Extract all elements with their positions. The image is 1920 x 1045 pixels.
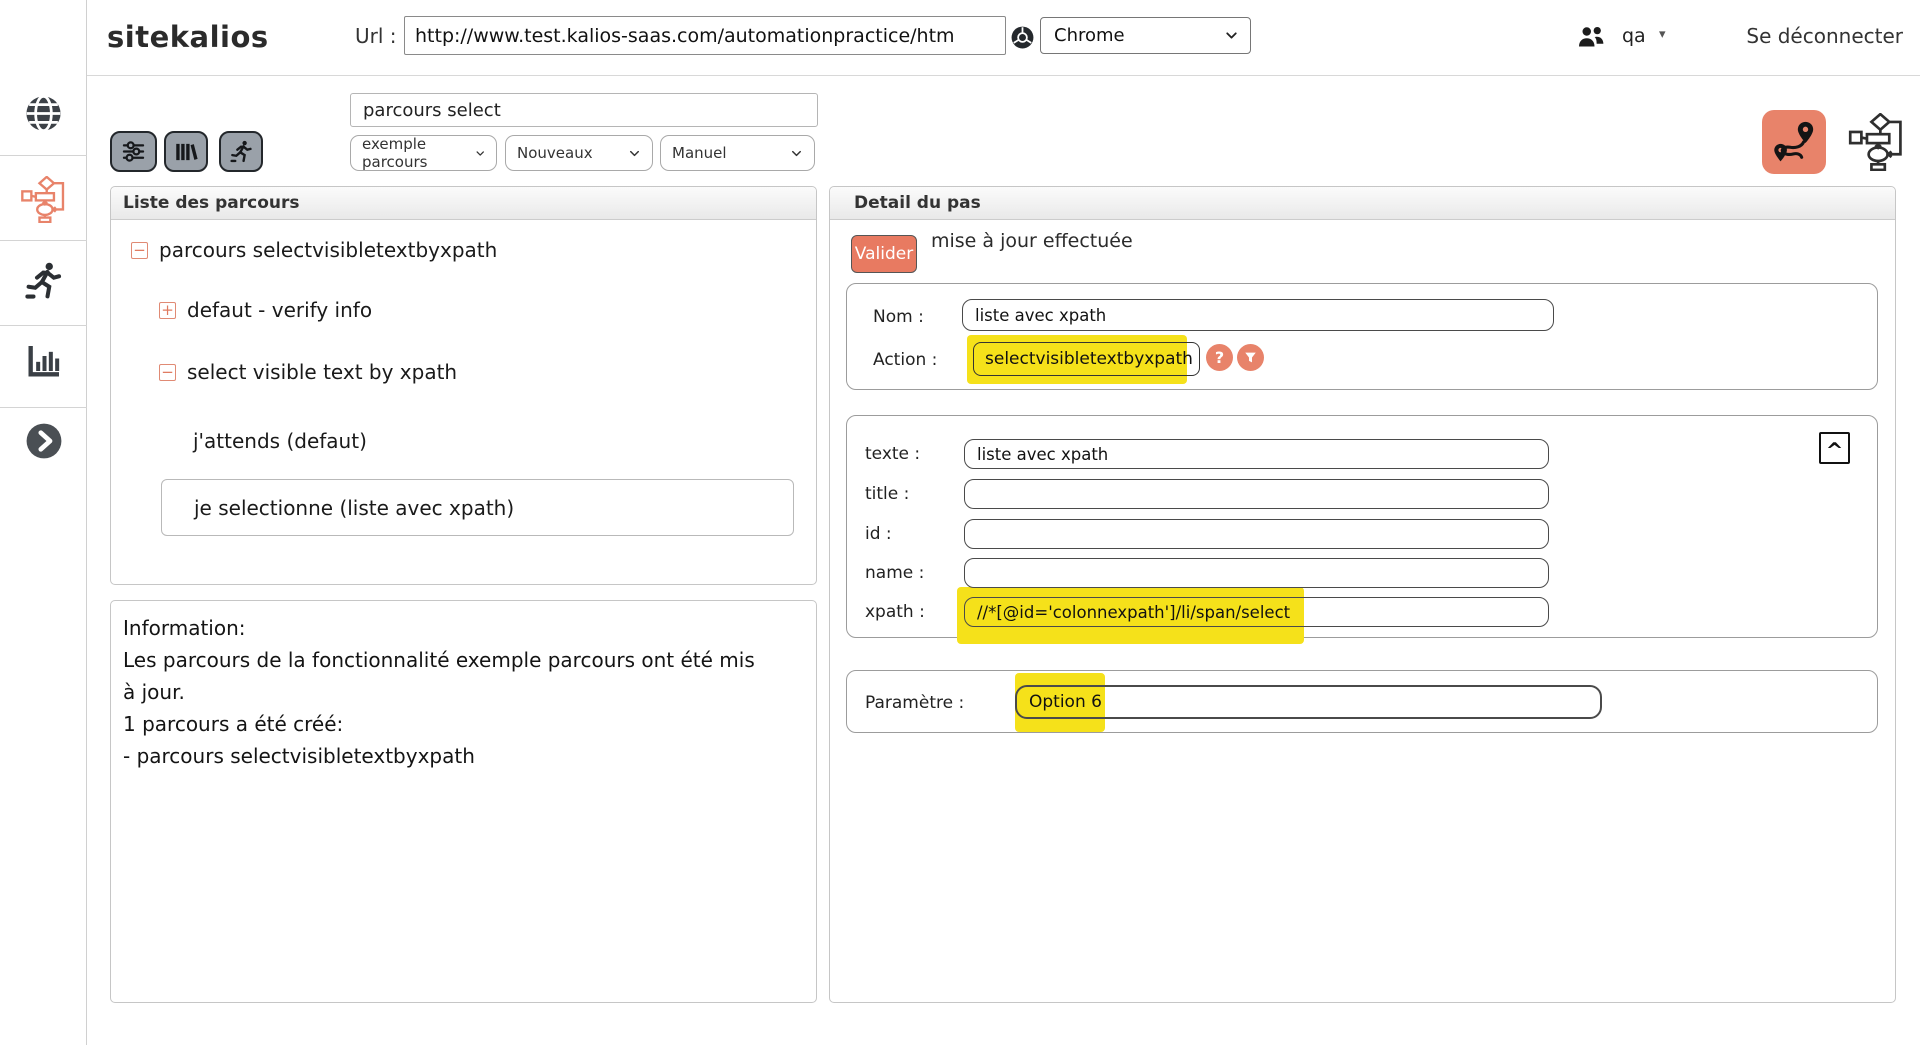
texte-input[interactable]: [964, 439, 1549, 469]
chevron-down-icon: [1223, 27, 1240, 44]
collapse-minus-icon[interactable]: −: [131, 242, 148, 259]
info-line: Information:: [123, 616, 246, 640]
runner-icon: [229, 139, 254, 165]
sidebar-divider: [0, 240, 87, 241]
mode-select[interactable]: [660, 135, 815, 171]
texte-label: texte :: [865, 444, 921, 464]
sidebar-divider: [0, 325, 87, 326]
action-label: Action :: [873, 350, 938, 370]
xpath-label: xpath :: [865, 602, 925, 622]
title-label: title :: [865, 484, 910, 504]
sidebar-item-run[interactable]: [0, 259, 87, 304]
flowchart-view-button[interactable]: [1848, 113, 1906, 171]
nom-input[interactable]: [962, 299, 1554, 331]
library-button[interactable]: [164, 131, 208, 172]
functionality-select[interactable]: [350, 135, 497, 171]
flowchart-icon: [1848, 113, 1906, 171]
caret-down-icon[interactable]: ▾: [1659, 27, 1666, 42]
url-input[interactable]: [404, 16, 1006, 55]
tree-item-defaut[interactable]: [159, 298, 372, 322]
sidebar-divider: [0, 155, 87, 156]
parameter-fieldset: [846, 670, 1878, 733]
sidebar: [0, 0, 87, 1045]
sidebar-item-expand[interactable]: [0, 422, 87, 460]
globe-icon: [23, 93, 64, 134]
sidebar-item-parcours[interactable]: [0, 176, 87, 223]
parcours-panel-title: Liste des parcours: [111, 187, 816, 220]
tree-item-root[interactable]: [131, 238, 497, 262]
info-line: 1 parcours a été créé:: [123, 712, 344, 736]
url-label: Url :: [355, 24, 397, 48]
tree-item-root-label: parcours selectvisibletextbyxpath: [159, 238, 498, 262]
info-line: - parcours selectvisibletextbyxpath: [123, 744, 475, 768]
mode-select-value: Manuel: [672, 144, 727, 162]
action-select-value: selectvisibletextbyxpath: [985, 349, 1193, 369]
brand-title: sitekalios: [107, 20, 269, 54]
runner-icon: [23, 259, 65, 304]
functionality-select-value: exemple parcours: [362, 135, 428, 171]
chevron-down-icon: [474, 146, 486, 161]
search-input[interactable]: [350, 93, 818, 127]
info-line: Les parcours de la fonctionnalité exemple parcours ont été mis: [123, 648, 755, 672]
sidebar-divider: [0, 407, 87, 408]
nom-label: Nom :: [873, 307, 924, 327]
expand-plus-icon[interactable]: +: [159, 302, 176, 319]
collapse-section-button[interactable]: [1819, 432, 1850, 464]
user-menu[interactable]: qa: [1622, 25, 1646, 47]
sidebar-item-stats[interactable]: [0, 341, 87, 381]
browser-select[interactable]: [1040, 17, 1251, 54]
run-button[interactable]: [219, 131, 263, 172]
step-detail-panel: [829, 186, 1896, 1003]
chevron-down-icon: [627, 146, 642, 161]
info-line: à jour.: [123, 680, 185, 704]
xpath-input[interactable]: [964, 597, 1549, 627]
action-select[interactable]: [973, 342, 1200, 376]
main-fieldset: [846, 283, 1878, 390]
chevron-right-circle-icon: [25, 422, 63, 460]
route-map-icon: [1771, 119, 1817, 165]
tree-step-selected[interactable]: [161, 479, 794, 536]
tree-step-wait-label: j'attends (defaut): [193, 429, 367, 453]
filter-button[interactable]: [1237, 344, 1264, 371]
valider-button[interactable]: Valider: [851, 235, 917, 273]
status-message: mise à jour effectuée: [931, 230, 1133, 252]
caret-up-icon: ^: [1825, 439, 1844, 463]
name-input[interactable]: [964, 558, 1549, 588]
bar-chart-icon: [24, 341, 64, 381]
header-divider: [0, 75, 1920, 76]
id-input[interactable]: [964, 519, 1549, 549]
chevron-down-icon: [789, 146, 804, 161]
question-mark-icon: ?: [1214, 348, 1225, 367]
novelty-select-value: Nouveaux: [517, 144, 593, 162]
detail-panel-title: Detail du pas: [830, 187, 1895, 220]
users-icon[interactable]: [1576, 23, 1606, 51]
tree-step-wait[interactable]: [193, 429, 367, 453]
tree-step-selected-label: je selectionne (liste avec xpath): [194, 495, 515, 520]
parametre-label: Paramètre :: [865, 693, 965, 713]
settings-sliders-button[interactable]: [110, 131, 157, 172]
sliders-icon: [120, 138, 147, 165]
route-view-button[interactable]: [1762, 110, 1826, 174]
locator-fieldset: [846, 415, 1878, 638]
funnel-icon: [1243, 350, 1258, 365]
browser-select-value: Chrome: [1054, 25, 1125, 46]
tree-item-select[interactable]: [159, 360, 457, 384]
flowchart-icon: [20, 176, 68, 223]
collapse-minus-icon[interactable]: −: [159, 364, 176, 381]
help-button[interactable]: [1206, 344, 1233, 371]
name-label: name :: [865, 563, 925, 583]
sidebar-item-globe[interactable]: [0, 93, 87, 134]
tree-item-defaut-label: defaut - verify info: [187, 298, 373, 322]
id-label: id :: [865, 524, 892, 544]
novelty-select[interactable]: [505, 135, 653, 171]
parcours-list-panel: [110, 186, 817, 585]
information-text: [123, 612, 755, 772]
information-panel: [110, 600, 817, 1003]
parametre-input[interactable]: [1015, 685, 1602, 719]
books-icon: [173, 139, 199, 165]
chromium-icon: [1010, 25, 1035, 50]
title-input[interactable]: [964, 479, 1549, 509]
logout-link[interactable]: Se déconnecter: [1746, 24, 1903, 48]
tree-item-select-label: select visible text by xpath: [187, 360, 458, 384]
